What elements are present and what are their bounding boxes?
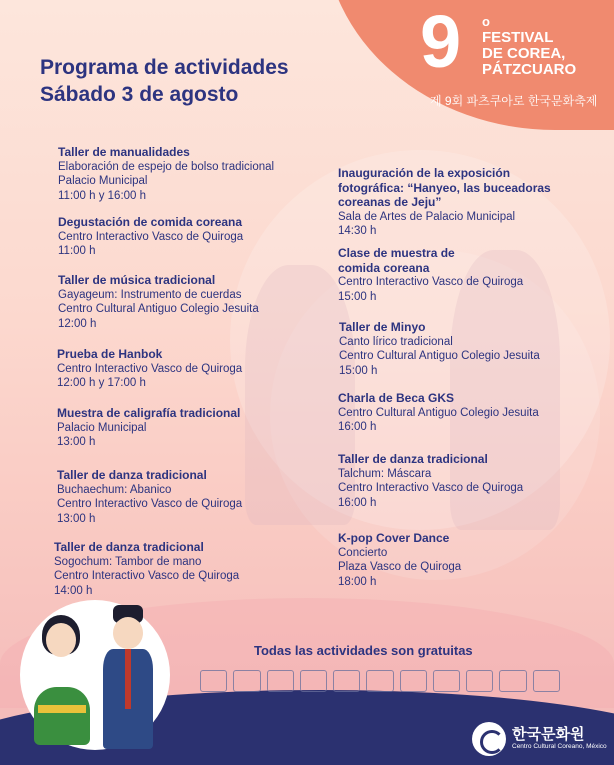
activity-time: 18:00 h [338, 575, 377, 588]
activity-title: Taller de música tradicional [58, 273, 216, 287]
activity-venue: Palacio Municipal [57, 421, 147, 434]
logo-ordinal: o [482, 14, 490, 29]
activity-title: Degustación de comida coreana [58, 215, 243, 229]
activity-title: Taller de danza tradicional [57, 468, 207, 482]
activity-title: Prueba de Hanbok [57, 347, 163, 361]
logo-line: DE COREA, [482, 45, 566, 62]
activity-venue: Centro Interactivo Vasco de Quiroga [57, 498, 243, 510]
activity-detail: Canto lírico tradicional [339, 335, 453, 348]
sponsor-logo [200, 670, 227, 692]
activity-time: 15:00 h [339, 364, 378, 377]
activity-detail: Talchum: Máscara [338, 467, 432, 480]
activity-title: Taller de manualidades [58, 145, 190, 159]
subtitle-date: Sábado 3 de agosto [40, 83, 239, 106]
activity-title: Taller de danza tradicional [338, 452, 488, 466]
activity-venue: Centro Cultural Antiguo Colegio Jesuita [339, 350, 540, 362]
activity-item [57, 347, 242, 391]
activity-time: 11:00 h [58, 245, 96, 257]
activity-title: comida coreana [338, 260, 430, 275]
activity-detail: Gayageum: Instrumento de cuerdas [58, 288, 242, 301]
sponsor-logo [400, 670, 427, 692]
activity-item [338, 166, 551, 239]
activity-time: 13:00 h [57, 512, 96, 525]
sponsor-logo [499, 670, 526, 692]
activity-time: 16:00 h [338, 421, 377, 433]
activity-title: Inauguración de la exposición [338, 166, 511, 180]
activity-time: 12:00 h [58, 317, 97, 330]
activity-item [58, 215, 243, 259]
activity-venue: Centro Interactivo Vasco de Quiroga [54, 570, 240, 582]
activity-title: K-pop Cover Dance [338, 531, 450, 545]
activity-item [339, 320, 540, 378]
activity-venue: Plaza Vasco de Quiroga [338, 561, 462, 573]
activity-venue: Centro Interactivo Vasco de Quiroga [338, 482, 524, 494]
activity-detail: Sogochum: Tambor de mano [54, 555, 202, 568]
activity-item [57, 406, 240, 450]
sponsor-logo [300, 670, 327, 692]
sponsor-logo [466, 670, 493, 692]
activity-detail: Buchaechum: Abanico [57, 483, 172, 496]
activity-item [338, 531, 461, 589]
korean-cultural-center-logo [472, 722, 607, 756]
activity-detail: Elaboración de espejo de bolso tradicional [58, 160, 275, 173]
activity-item [338, 452, 523, 510]
activity-item [338, 246, 523, 304]
activity-title: fotográfica: “Hanyeo, las buceadoras [338, 180, 551, 195]
activity-title: Taller de danza tradicional [54, 540, 204, 554]
kcc-emblem-icon [472, 722, 506, 756]
sponsor-logos [200, 668, 560, 694]
activity-venue: Centro Cultural Antiguo Colegio Jesuita [338, 406, 539, 419]
activity-venue: Centro Interactivo Vasco de Quiroga [338, 276, 524, 288]
korean-doll-illustration [95, 605, 165, 755]
logo-line: FESTIVAL [482, 29, 554, 46]
free-activities-note: Todas las actividades son gratuitas [254, 643, 473, 658]
logo-text [482, 30, 576, 78]
kcc-korean-name: 한국문화원 [512, 726, 585, 743]
activity-venue: Centro Interactivo Vasco de Quiroga [58, 230, 244, 243]
activity-title: Muestra de caligrafía tradicional [57, 406, 241, 420]
mexican-doll-illustration [28, 615, 98, 755]
sponsor-logo [233, 670, 260, 692]
activity-venue: Centro Cultural Antiguo Colegio Jesuita [58, 303, 259, 315]
kcc-spanish-name: Centro Cultural Coreano, México [512, 743, 607, 750]
activity-title: coreanas de Jeju” [338, 195, 442, 209]
activity-title: Taller de Minyo [339, 320, 426, 334]
sponsor-logo [267, 670, 294, 692]
activity-venue: Centro Interactivo Vasco de Quiroga [57, 362, 243, 375]
sponsor-logo [533, 670, 560, 692]
activity-time: 15:00 h [338, 290, 377, 303]
activity-item [58, 273, 259, 331]
activity-time: 12:00 h y 17:00 h [57, 377, 146, 389]
festival-logo [420, 0, 600, 86]
activity-time: 16:00 h [338, 496, 377, 509]
activity-item [338, 391, 539, 435]
activity-venue: Sala de Artes de Palacio Municipal [338, 210, 516, 223]
activity-title: Clase de muestra de [338, 246, 455, 260]
logo-number: 9 [420, 0, 462, 83]
activity-detail: Concierto [338, 546, 388, 559]
activity-time: 14:30 h [338, 225, 377, 237]
sponsor-logo [333, 670, 360, 692]
activity-item [57, 468, 242, 526]
activity-venue: Palacio Municipal [58, 175, 148, 187]
activity-time: 13:00 h [57, 436, 96, 448]
activity-item [58, 145, 274, 203]
activity-title: Charla de Beca GKS [338, 391, 455, 405]
title-line: Programa de actividades [40, 56, 289, 79]
sponsor-logo [366, 670, 393, 692]
page-title [40, 54, 289, 108]
sponsor-logo [433, 670, 460, 692]
activity-item [54, 540, 239, 598]
logo-line: PÁTZCUARO [482, 61, 577, 78]
activity-time: 11:00 h y 16:00 h [58, 189, 147, 202]
logo-korean-text: 제 9회 파츠쿠아로 한국문화축제 [430, 94, 598, 108]
activity-time: 14:00 h [54, 584, 93, 597]
